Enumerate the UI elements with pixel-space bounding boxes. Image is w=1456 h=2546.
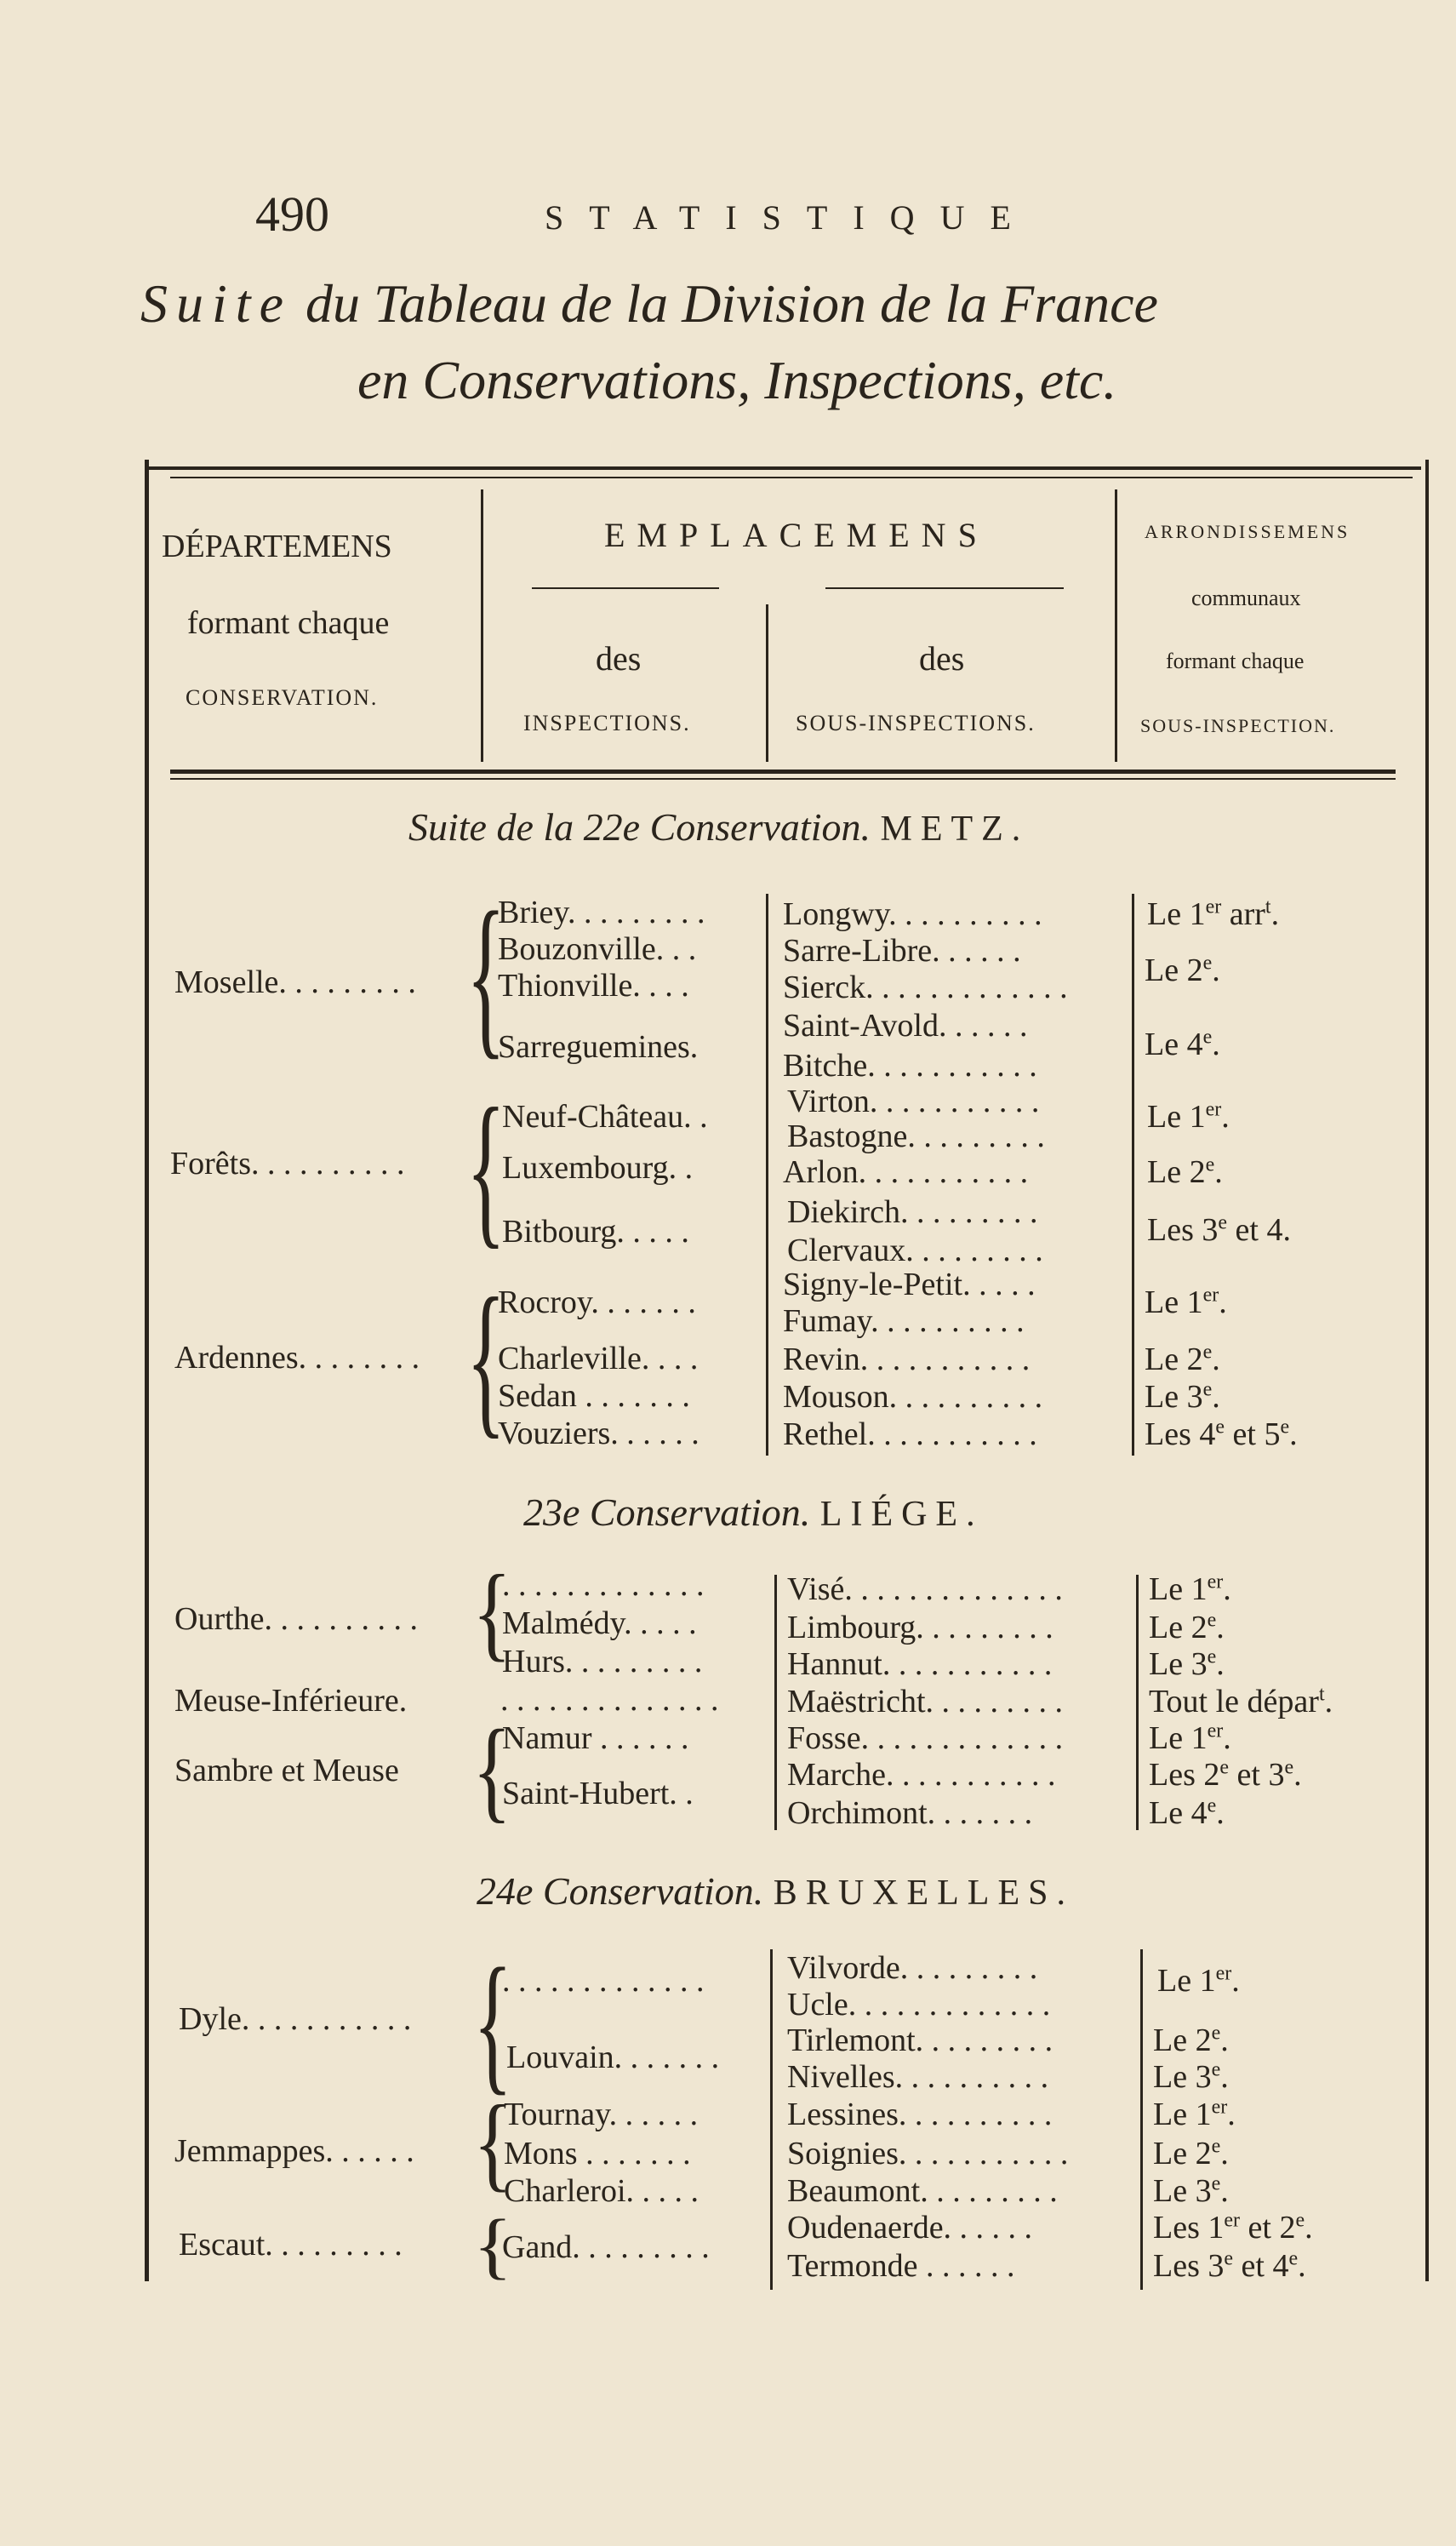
arr-dyle-3: Le 3e. xyxy=(1153,2058,1229,2095)
insp-namur: Namur . . . . . . xyxy=(502,1720,689,1756)
header-emplacemens: EMPLACEMENS xyxy=(604,516,989,554)
header-sous-inspection: SOUS-INSPECTION. xyxy=(1140,715,1336,736)
header-conservation: CONSERVATION. xyxy=(186,685,379,710)
arr-forets-1: Le 1er. xyxy=(1147,1098,1230,1135)
title-prefix: Suite xyxy=(140,273,292,334)
insp-dyle-blank: . . . . . . . . . . . . . xyxy=(502,1963,705,1999)
sous-beaumont: Beaumont. . . . . . . . . xyxy=(787,2173,1058,2209)
dept-dyle: Dyle. . . . . . . . . . . xyxy=(179,2001,412,2037)
sous-fosse: Fosse. . . . . . . . . . . . . xyxy=(787,1720,1064,1756)
sous-nivelles: Nivelles. . . . . . . . . . xyxy=(787,2059,1049,2095)
arr-dyle-1: Le 1er. xyxy=(1157,1962,1240,1999)
brace-ourthe: { xyxy=(472,1553,512,1672)
arr-ardennes-4: Les 4e et 5e. xyxy=(1145,1416,1298,1452)
emplacemens-underline-2 xyxy=(825,587,1064,589)
col-sep-insp-a xyxy=(766,894,768,1456)
sous-longwy: Longwy. . . . . . . . . . xyxy=(783,896,1042,932)
insp-louvain: Louvain. . . . . . . xyxy=(506,2040,720,2075)
dept-sambre-meuse: Sambre et Meuse xyxy=(174,1753,399,1788)
header-formant-chaque: formant chaque xyxy=(187,605,390,641)
sous-arlon: Arlon. . . . . . . . . . . xyxy=(783,1154,1029,1190)
arr-moselle-2: Le 2e. xyxy=(1145,952,1220,988)
sous-vise: Visé. . . . . . . . . . . . . . xyxy=(787,1571,1063,1607)
dept-forets: Forêts. . . . . . . . . . xyxy=(170,1146,405,1181)
insp-ourthe-blank: . . . . . . . . . . . . . xyxy=(502,1567,705,1603)
arr-sambre-2: Les 2e et 3e. xyxy=(1149,1756,1302,1793)
section-heading-22 xyxy=(408,804,1029,850)
header-communaux: communaux xyxy=(1191,586,1301,610)
sous-termonde: Termonde . . . . . . xyxy=(787,2248,1015,2284)
brace-escaut: { xyxy=(473,2204,513,2286)
header-sous-inspections: SOUS-INSPECTIONS. xyxy=(796,711,1036,735)
header-bottom-rule-2 xyxy=(170,778,1396,780)
arr-jemmappes-3: Le 3e. xyxy=(1153,2172,1229,2209)
sous-signy: Signy-le-Petit. . . . . xyxy=(783,1267,1036,1302)
arr-ardennes-2: Le 2e. xyxy=(1145,1341,1220,1377)
dept-ourthe: Ourthe. . . . . . . . . . xyxy=(174,1601,419,1637)
brace-sambre: { xyxy=(472,1705,512,1834)
page-title-line2: en Conservations, Inspections, etc. xyxy=(357,350,1117,410)
sous-limbourg: Limbourg. . . . . . . . . xyxy=(787,1610,1053,1645)
arr-jemmappes-2: Le 2e. xyxy=(1153,2135,1229,2171)
insp-mons: Mons . . . . . . . xyxy=(504,2136,691,2171)
col-sep-insp-c xyxy=(770,1949,773,2290)
header-arrondissemens: ARRONDISSEMENS xyxy=(1145,521,1350,542)
header-formant-chaque-2: formant chaque xyxy=(1166,649,1305,673)
col-sep-insp-b xyxy=(774,1575,777,1830)
insp-hurs: Hurs. . . . . . . . . xyxy=(502,1644,703,1679)
emplacemens-underline-1 xyxy=(532,587,719,589)
insp-charleroi: Charleroi. . . . . xyxy=(504,2173,699,2209)
page-number: 490 xyxy=(255,186,329,242)
insp-vouziers: Vouziers. . . . . . xyxy=(498,1416,699,1451)
insp-luxembourg: Luxembourg. . xyxy=(502,1150,694,1186)
section-label: 24e Conservation. xyxy=(477,1869,764,1913)
arr-ourthe-1: Le 1er. xyxy=(1149,1571,1231,1607)
header-col-sep-2 xyxy=(1115,489,1117,762)
running-head: STATISTIQUE xyxy=(545,198,1036,237)
insp-neufchateau: Neuf-Château. . xyxy=(502,1099,708,1135)
insp-sainthubert: Saint-Hubert. . xyxy=(502,1776,694,1811)
sous-tirlemont: Tirlemont. . . . . . . . . xyxy=(787,2022,1053,2058)
arr-jemmappes-1: Le 1er. xyxy=(1153,2096,1236,2132)
insp-thionville: Thionville. . . . xyxy=(498,968,689,1004)
dept-escaut: Escaut. . . . . . . . . xyxy=(179,2227,403,2263)
sous-oudenaerde: Oudenaerde. . . . . . xyxy=(787,2210,1033,2246)
sous-bitche: Bitche. . . . . . . . . . . xyxy=(783,1048,1037,1084)
section-city: METZ. xyxy=(880,810,1030,849)
insp-tournay: Tournay. . . . . . xyxy=(504,2097,699,2132)
col-sep-arr-a xyxy=(1132,894,1134,1456)
brace-jemmappes: { xyxy=(473,2083,513,2202)
top-rule xyxy=(145,466,1421,470)
dept-meuse-inferieure: Meuse-Inférieure. xyxy=(174,1683,408,1719)
sous-ucle: Ucle. . . . . . . . . . . . . xyxy=(787,1987,1051,2022)
sous-diekirch: Diekirch. . . . . . . . . xyxy=(787,1194,1038,1230)
arr-forets-2: Le 2e. xyxy=(1147,1153,1223,1190)
sous-hannut: Hannut. . . . . . . . . . . xyxy=(787,1646,1053,1682)
sous-lessines: Lessines. . . . . . . . . . xyxy=(787,2097,1053,2132)
arr-dyle-2: Le 2e. xyxy=(1153,2022,1229,2058)
header-des-2: des xyxy=(919,639,965,678)
dept-moselle: Moselle. . . . . . . . . xyxy=(174,964,416,1000)
sous-virton: Virton. . . . . . . . . . . xyxy=(787,1084,1040,1119)
section-label: 23e Conservation. xyxy=(523,1490,811,1534)
sous-sierck: Sierck. . . . . . . . . . . . . xyxy=(783,970,1068,1005)
arr-sambre-1: Le 1er. xyxy=(1149,1719,1231,1756)
arr-escaut-1: Les 1er et 2e. xyxy=(1153,2209,1313,2246)
top-rule-2 xyxy=(170,477,1413,478)
insp-meuse-blank: . . . . . . . . . . . . . . xyxy=(500,1682,719,1718)
sous-sarrelibre: Sarre-Libre. . . . . . xyxy=(783,933,1021,969)
header-col-sep-3 xyxy=(766,604,768,762)
brace-forets: { xyxy=(466,1072,506,1264)
header-departemens: DÉPARTEMENS xyxy=(162,529,392,564)
insp-gand: Gand. . . . . . . . . xyxy=(502,2229,710,2265)
brace-ardennes: { xyxy=(466,1262,506,1454)
brace-moselle: { xyxy=(466,873,506,1075)
insp-charleville: Charleville. . . . xyxy=(498,1341,699,1376)
page-title-line1 xyxy=(140,272,1158,335)
header-bottom-rule xyxy=(170,770,1396,774)
sous-rethel: Rethel. . . . . . . . . . . xyxy=(783,1416,1037,1452)
arr-moselle-4: Le 4e. xyxy=(1145,1026,1220,1062)
sous-soignies: Soignies. . . . . . . . . . . xyxy=(787,2136,1069,2171)
section-label: Suite de la 22e Conservation. xyxy=(408,805,871,849)
sous-revin: Revin. . . . . . . . . . . xyxy=(783,1342,1031,1377)
insp-rocroy: Rocroy. . . . . . . xyxy=(498,1284,696,1320)
section-heading-24 xyxy=(477,1868,1074,1914)
insp-bitbourg: Bitbourg. . . . . xyxy=(502,1214,689,1250)
insp-sedan: Sedan . . . . . . . xyxy=(498,1378,690,1414)
sous-maestricht: Maëstricht. . . . . . . . . xyxy=(787,1684,1064,1719)
title-rest: du Tableau de la Division de la France xyxy=(305,273,1158,334)
section-city: BRUXELLES. xyxy=(773,1874,1074,1913)
brace-dyle: { xyxy=(473,1935,513,2108)
col-sep-arr-b xyxy=(1136,1575,1139,1830)
insp-briey: Briey. . . . . . . . . xyxy=(498,895,705,930)
arr-meuse-tout: Tout le dépar$^t$. xyxy=(1149,1683,1333,1719)
arr-sambre-4: Le 4e. xyxy=(1149,1794,1225,1831)
sous-bastogne: Bastogne. . . . . . . . . xyxy=(787,1119,1045,1154)
sous-fumay: Fumay. . . . . . . . . . xyxy=(783,1303,1025,1339)
arr-forets-3: Les 3e et 4. xyxy=(1147,1211,1291,1248)
sous-vilvorde: Vilvorde. . . . . . . . . xyxy=(787,1950,1038,1986)
sous-saintavold: Saint-Avold. . . . . . xyxy=(783,1008,1028,1044)
arr-ourthe-2: Le 2e. xyxy=(1149,1609,1225,1645)
arr-ardennes-1: Le 1er. xyxy=(1145,1284,1227,1320)
sous-mouson: Mouson. . . . . . . . . . xyxy=(783,1379,1043,1415)
insp-malmedy: Malmédy. . . . . xyxy=(502,1605,697,1641)
insp-bouzonville: Bouzonville. . . xyxy=(498,931,697,967)
sous-clervaux: Clervaux. . . . . . . . . xyxy=(787,1233,1043,1268)
sous-marche: Marche. . . . . . . . . . . xyxy=(787,1757,1056,1793)
dept-jemmappes: Jemmappes. . . . . . xyxy=(174,2133,414,2169)
arr-ardennes-3: Le 3e. xyxy=(1145,1378,1220,1415)
section-city: LIÉGE. xyxy=(819,1495,984,1534)
col-sep-arr-c xyxy=(1140,1949,1143,2290)
header-des-1: des xyxy=(596,639,642,678)
insp-sarreguemines: Sarreguemines. xyxy=(498,1029,699,1065)
header-col-sep-1 xyxy=(481,489,483,762)
dept-ardennes: Ardennes. . . . . . . . xyxy=(174,1340,420,1376)
section-heading-23 xyxy=(523,1490,984,1535)
sous-orchimont: Orchimont. . . . . . . xyxy=(787,1795,1033,1831)
arr-ourthe-3: Le 3e. xyxy=(1149,1645,1225,1682)
arr-escaut-2: Les 3e et 4e. xyxy=(1153,2247,1306,2284)
arr-longwy: Le 1er arr$^t$. xyxy=(1147,895,1280,932)
header-inspections: INSPECTIONS. xyxy=(523,711,691,735)
